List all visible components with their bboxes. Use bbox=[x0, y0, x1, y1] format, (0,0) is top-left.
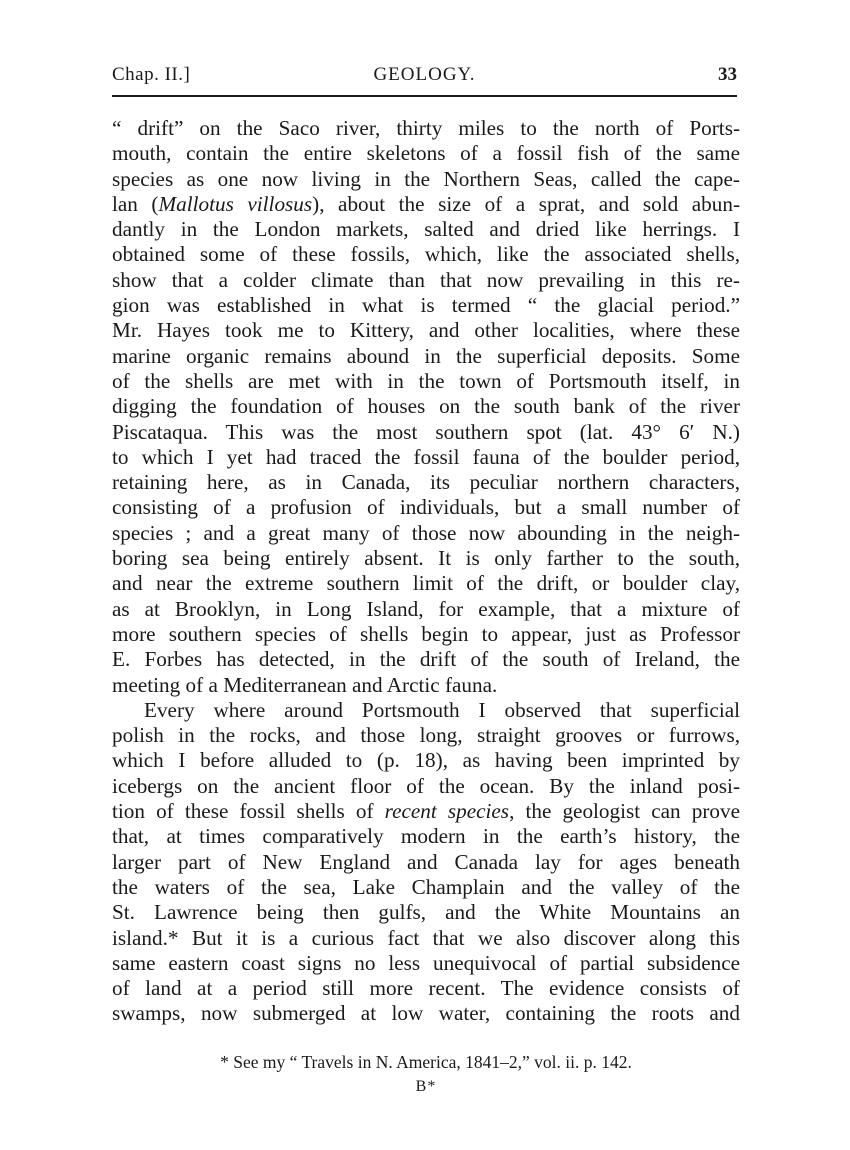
text-line: species as one now living in the Northern Seas, called the cape- bbox=[112, 166, 740, 191]
paragraph-1 bbox=[112, 116, 740, 698]
text-line: and near the extreme southern limit of the drift, or boulder clay, bbox=[112, 571, 740, 596]
text-line: same eastern coast signs no less unequivocal of partial subsidence bbox=[112, 950, 740, 975]
running-title: GEOLOGY. bbox=[373, 64, 476, 85]
paragraph-2 bbox=[112, 698, 740, 1027]
header-rule bbox=[112, 95, 737, 97]
text-line: as at Brooklyn, in Long Island, for example, that a mixture of bbox=[112, 596, 740, 621]
text-line: lan (Mallotus villosus), about the size of a sprat, and sold abun- bbox=[112, 191, 741, 216]
text-line: digging the foundation of houses on the south bank of the river bbox=[112, 394, 740, 419]
text-line: more southern species of shells begin to appear, just as Professor bbox=[112, 621, 740, 646]
text-line: retaining here, as in Canada, its peculiar northern characters, bbox=[112, 470, 740, 495]
text-line: tion of these fossil shells of recent species, the geologist can prove bbox=[112, 799, 740, 824]
text-line: gion was established in what is termed “ the glacial period.” bbox=[112, 293, 740, 318]
text-line: Every where around Portsmouth I observed that superficial bbox=[144, 697, 740, 722]
text-line: obtained some of these fossils, which, like the associated shells, bbox=[112, 242, 740, 267]
text-line: mouth, contain the entire skeletons of a fossil fish of the same bbox=[112, 141, 740, 166]
text-line: “ drift” on the Saco river, thirty miles to the north of Ports- bbox=[112, 116, 740, 140]
text-line: Mr. Hayes took me to Kittery, and other localities, where these bbox=[112, 318, 740, 343]
text-line: boring sea being entirely absent. It is only farther to the south, bbox=[112, 546, 740, 571]
body-text bbox=[112, 116, 740, 1027]
text-line: St. Lawrence being then gulfs, and the White Mountains an bbox=[112, 900, 740, 925]
text-line: that, at times comparatively modern in the earth’s history, the bbox=[112, 824, 740, 849]
text-line: polish in the rocks, and those long, straight grooves or furrows, bbox=[112, 723, 740, 748]
text-line: meeting of a Mediterranean and Arctic fauna. bbox=[112, 672, 498, 697]
text-line: swamps, now submerged at low water, containing the roots and bbox=[112, 1001, 740, 1026]
running-header bbox=[112, 64, 737, 90]
text-line: Piscataqua. This was the most southern spot (lat. 43° 6′ N.) bbox=[112, 419, 740, 444]
text-line: which I before alluded to (p. 18), as having been imprinted by bbox=[112, 748, 740, 773]
text-line: icebergs on the ancient floor of the ocean. By the inland posi- bbox=[112, 773, 740, 798]
text-line: show that a colder climate than that now prevailing in this re- bbox=[112, 267, 740, 292]
signature-mark: B* bbox=[415, 1078, 437, 1095]
text-line: to which I yet had traced the fossil fauna of the boulder period, bbox=[112, 444, 740, 469]
text-line: dantly in the London markets, salted and dried like herrings. I bbox=[112, 217, 740, 242]
footnote: * See my “ Travels in N. America, 1841–2,” vol. ii. p. 142. bbox=[220, 1052, 632, 1072]
text-line: consisting of a profusion of individuals, but a small number of bbox=[112, 495, 740, 520]
text-line: the waters of the sea, Lake Champlain and the valley of the bbox=[112, 874, 740, 899]
page-number: 33 bbox=[718, 64, 737, 85]
text-line: larger part of New England and Canada lay for ages beneath bbox=[112, 849, 740, 874]
text-line: island.* But it is a curious fact that we also discover along this bbox=[112, 925, 740, 950]
text-line: E. Forbes has detected, in the drift of the south of Ireland, the bbox=[112, 647, 740, 672]
text-line: species ; and a great many of those now abounding in the neigh- bbox=[112, 520, 740, 545]
chapter-label: Chap. II.] bbox=[112, 64, 191, 85]
text-line: of the shells are met with in the town of Portsmouth itself, in bbox=[112, 368, 740, 393]
text-line: marine organic remains abound in the superficial deposits. Some bbox=[112, 343, 740, 368]
text-line: of land at a period still more recent. The evidence consists of bbox=[112, 976, 740, 1001]
